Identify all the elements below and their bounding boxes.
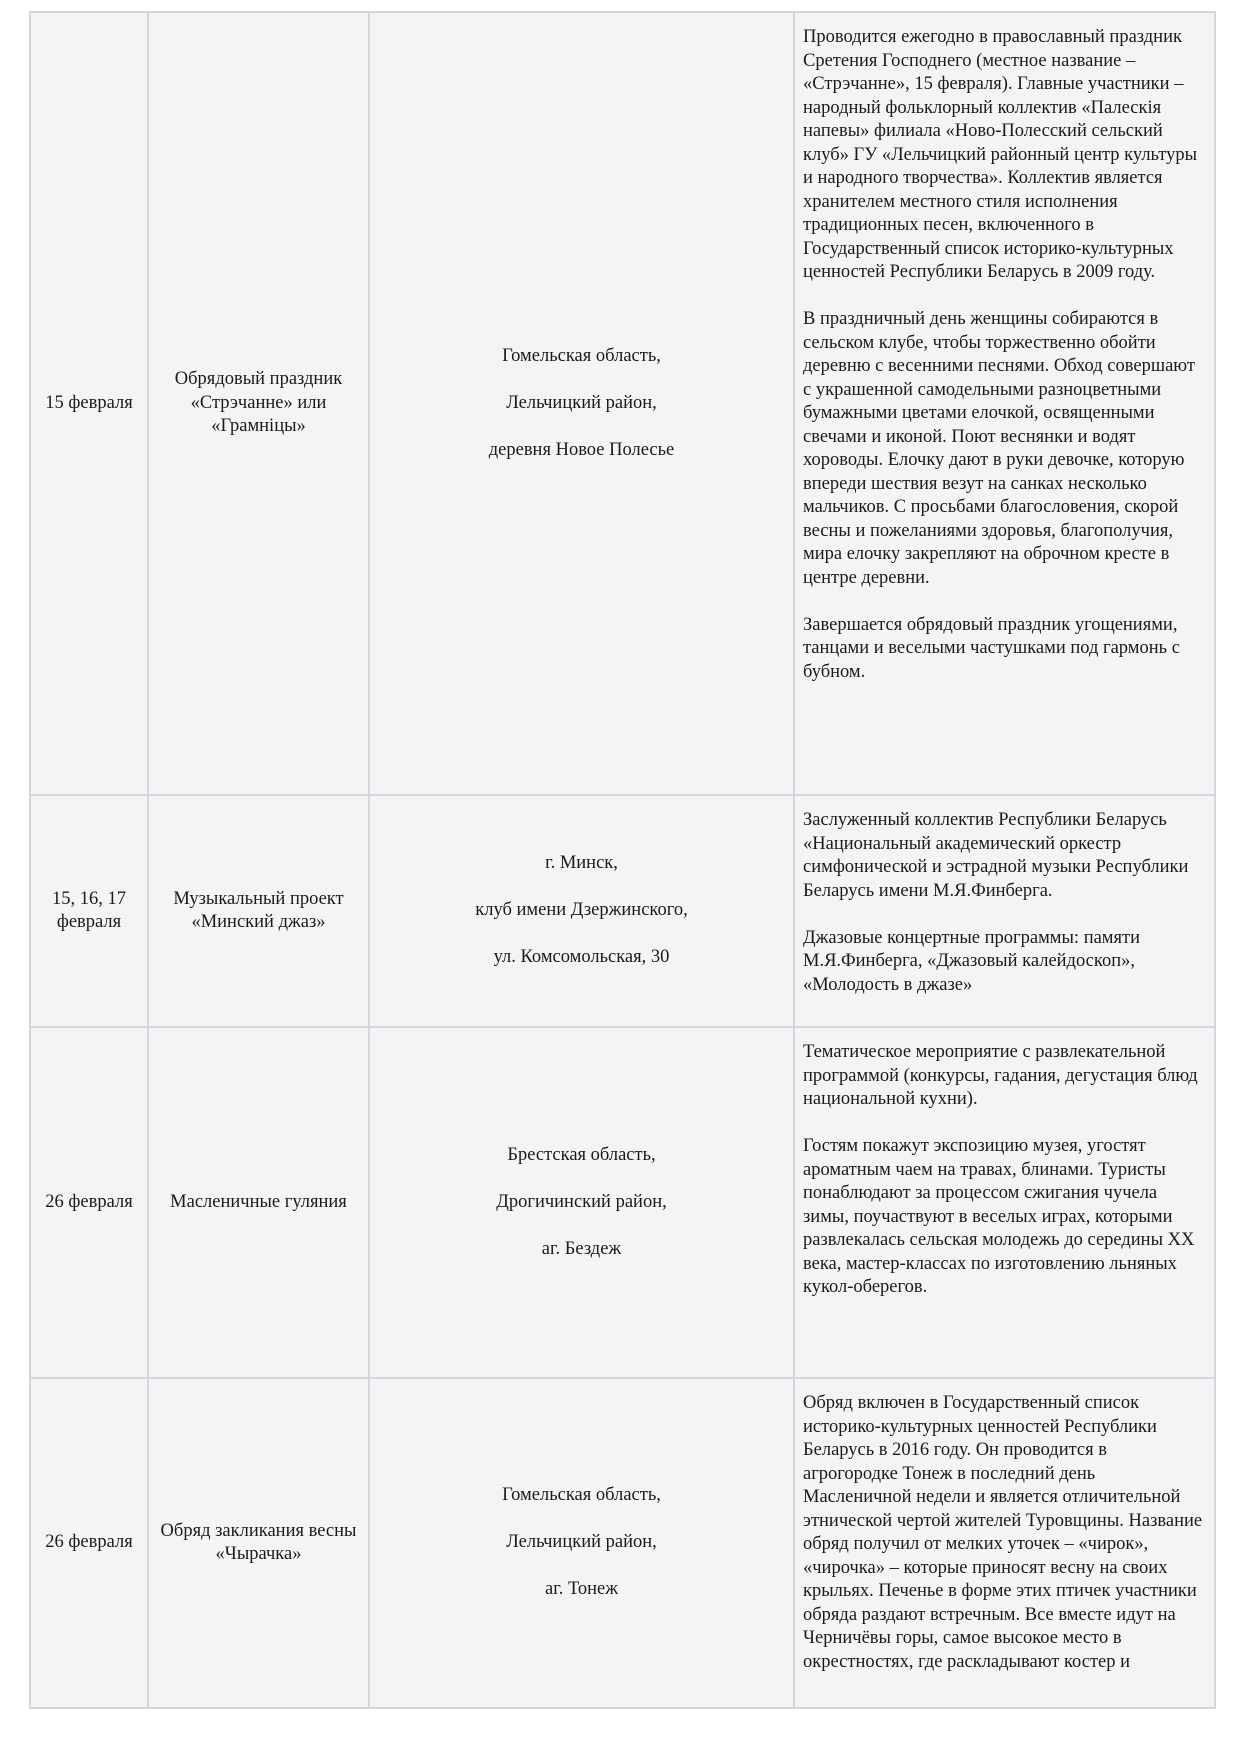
- place-line: Гомельская область,: [502, 1485, 661, 1506]
- event-description: [794, 795, 1215, 1027]
- event-place: [369, 795, 794, 1027]
- description-paragraph: В праздничный день женщины собираются в сельском клубе, чтобы торжественно обойти деревню с весенними песнями. Обход совершают с украшенной самодельными разноцветными бумажными цветами елочкой, освященными свечами и иконой. Поют веснянки и водят хороводы. Елочку дают в руки девочке, которую впереди шествия везут на санках несколько мальчиков. С просьбами благословения, скорой весны и пожеланиями здоровья, благополучия, мира елочку закрепляют на оброчном кресте в центре деревни.: [803, 309, 1195, 588]
- description-paragraph: Обряд включен в Государственный список историко-культурных ценностей Республики Беларусь в 2016 году. Он проводится в агрогородке Тонеж в последний день Масленичной недели и является отличительной этнической чертой жителей Туровщины. Название обряд получил от мелких уточек – «чирок», «чирочка» – которые приносят весну на своих крыльях. Печенье в форме этих птичек участники обряда раздают встречным. Все вместе идут на Черничёвы горы, самое высокое место в окрестностях, где раскладывают костер и: [803, 1393, 1203, 1672]
- description-paragraph: Заслуженный коллектив Республики Беларусь «Национальный академический оркестр симфонической и эстрадной музыки Республики Беларусь имени М.Я.Финберга.: [803, 810, 1189, 901]
- place-line: Дрогичинский район,: [496, 1191, 667, 1212]
- event-name: Обряд закликания весны «Чырачка»: [148, 1378, 369, 1708]
- place-line: аг. Бездеж: [541, 1238, 622, 1259]
- table-row: [30, 12, 1215, 795]
- event-place: [369, 1027, 794, 1378]
- place-line: Гомельская область,: [502, 345, 661, 366]
- place-line: ул. Комсомольская, 30: [493, 947, 670, 968]
- event-description: [794, 1027, 1215, 1378]
- event-description: [794, 12, 1215, 795]
- description-paragraph: Проводится ежегодно в православный праздник Сретения Господнего (местное название – «Стрэчанне», 15 февраля). Главные участники – народный фольклорный коллектив «Палескія напевы» филиала «Ново-Полесский сельский клуб» ГУ «Лельчицкий районный центр культуры и народного творчества». Коллектив является хранителем местного стиля исполнения традиционных песен, включенного в Государственный список историко-культурных ценностей Республики Беларусь в 2009 году.: [803, 27, 1198, 282]
- event-date: 15, 16, 17 февраля: [30, 795, 148, 1027]
- events-table: [29, 11, 1216, 1709]
- event-description: [794, 1378, 1215, 1708]
- description-paragraph: Гостям покажут экспозицию музея, угостят ароматным чаем на травах, блинами. Туристы понаблюдают за процессом сжигания чучела зимы, поучаствуют в веселых играх, которыми развлекалась сельская молодежь до середины XX века, мастер-классах по изготовлению льняных кукол-оберегов.: [803, 1136, 1195, 1297]
- event-name: Обрядовый праздник «Стрэчанне» или «Грамніцы»: [148, 12, 369, 795]
- event-name: Масленичные гуляния: [148, 1027, 369, 1378]
- place-line: Брестская область,: [507, 1144, 656, 1165]
- place-line: г. Минск,: [545, 853, 618, 874]
- event-date: 15 февраля: [30, 12, 148, 795]
- event-name: Музыкальный проект «Минский джаз»: [148, 795, 369, 1027]
- table-row: [30, 1027, 1215, 1378]
- place-line: деревня Новое Полесье: [488, 439, 675, 460]
- place-line: Лельчицкий район,: [506, 1532, 657, 1553]
- event-place: [369, 12, 794, 795]
- table-row: [30, 1378, 1215, 1708]
- description-paragraph: Джазовые концертные программы: памяти М.Я.Финберга, «Джазовый калейдоскоп», «Молодость в джазе»: [803, 927, 1141, 995]
- place-line: клуб имени Дзержинского,: [475, 900, 688, 921]
- place-line: аг. Тонеж: [544, 1579, 618, 1600]
- description-paragraph: Тематическое мероприятие с развлекательной программой (конкурсы, гадания, дегустация блюд национальной кухни).: [803, 1042, 1198, 1109]
- event-date: 26 февраля: [30, 1378, 148, 1708]
- description-paragraph: Завершается обрядовый праздник угощениями, танцами и веселыми частушками под гармонь с бубном.: [803, 614, 1180, 682]
- event-date: 26 февраля: [30, 1027, 148, 1378]
- event-place: [369, 1378, 794, 1708]
- table-row: [30, 795, 1215, 1027]
- place-line: Лельчицкий район,: [506, 392, 657, 413]
